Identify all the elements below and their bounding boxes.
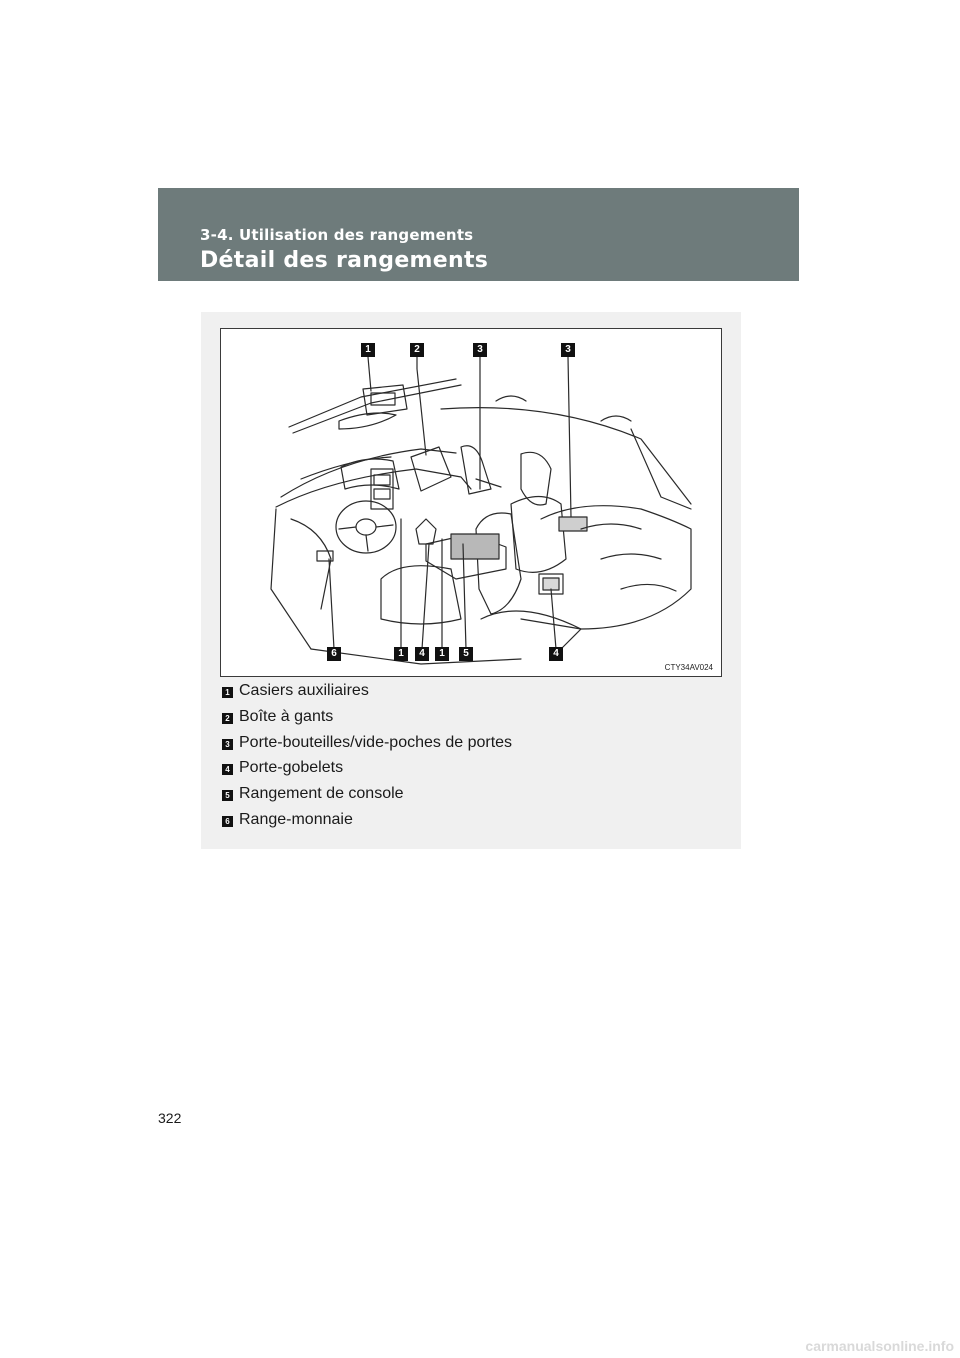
legend-label: Porte-gobelets xyxy=(239,759,344,776)
legend-label: Rangement de console xyxy=(239,785,404,802)
page-title: Détail des rangements xyxy=(200,248,489,273)
legend-number: 2 xyxy=(222,713,233,724)
callout-top-2: 2 xyxy=(410,343,424,357)
callout-bottom-4: 4 xyxy=(415,647,429,661)
legend-number: 5 xyxy=(222,790,233,801)
legend-label: Porte-bouteilles/vide-poches de portes xyxy=(239,734,513,751)
callout-top-1: 1 xyxy=(361,343,375,357)
legend-number: 6 xyxy=(222,816,233,827)
callout-bottom-1: 1 xyxy=(394,647,408,661)
figure-code: CTY34AV024 xyxy=(664,663,713,672)
interior-illustration xyxy=(220,328,722,677)
callout-bottom-1b: 1 xyxy=(435,647,449,661)
passenger-seat-back xyxy=(476,513,521,614)
legend-number: 4 xyxy=(222,764,233,775)
legend-label: Range-monnaie xyxy=(239,811,353,828)
legend-label: Boîte à gants xyxy=(239,708,334,725)
footer-watermark: carmanualsonline.info xyxy=(805,1338,954,1354)
section-title: 3-4. Utilisation des rangements xyxy=(200,226,474,244)
callout-bottom-4b: 4 xyxy=(549,647,563,661)
legend-number: 3 xyxy=(222,739,233,750)
page-number: 322 xyxy=(158,1110,182,1126)
callout-bottom-6: 6 xyxy=(327,647,341,661)
legend-number: 1 xyxy=(222,687,233,698)
callout-bottom-5: 5 xyxy=(459,647,473,661)
callout-top-3: 3 xyxy=(473,343,487,357)
legend-label: Casiers auxiliaires xyxy=(239,682,369,699)
callout-top-3b: 3 xyxy=(561,343,575,357)
page-header xyxy=(158,188,799,281)
car-interior-drawing xyxy=(221,329,721,676)
